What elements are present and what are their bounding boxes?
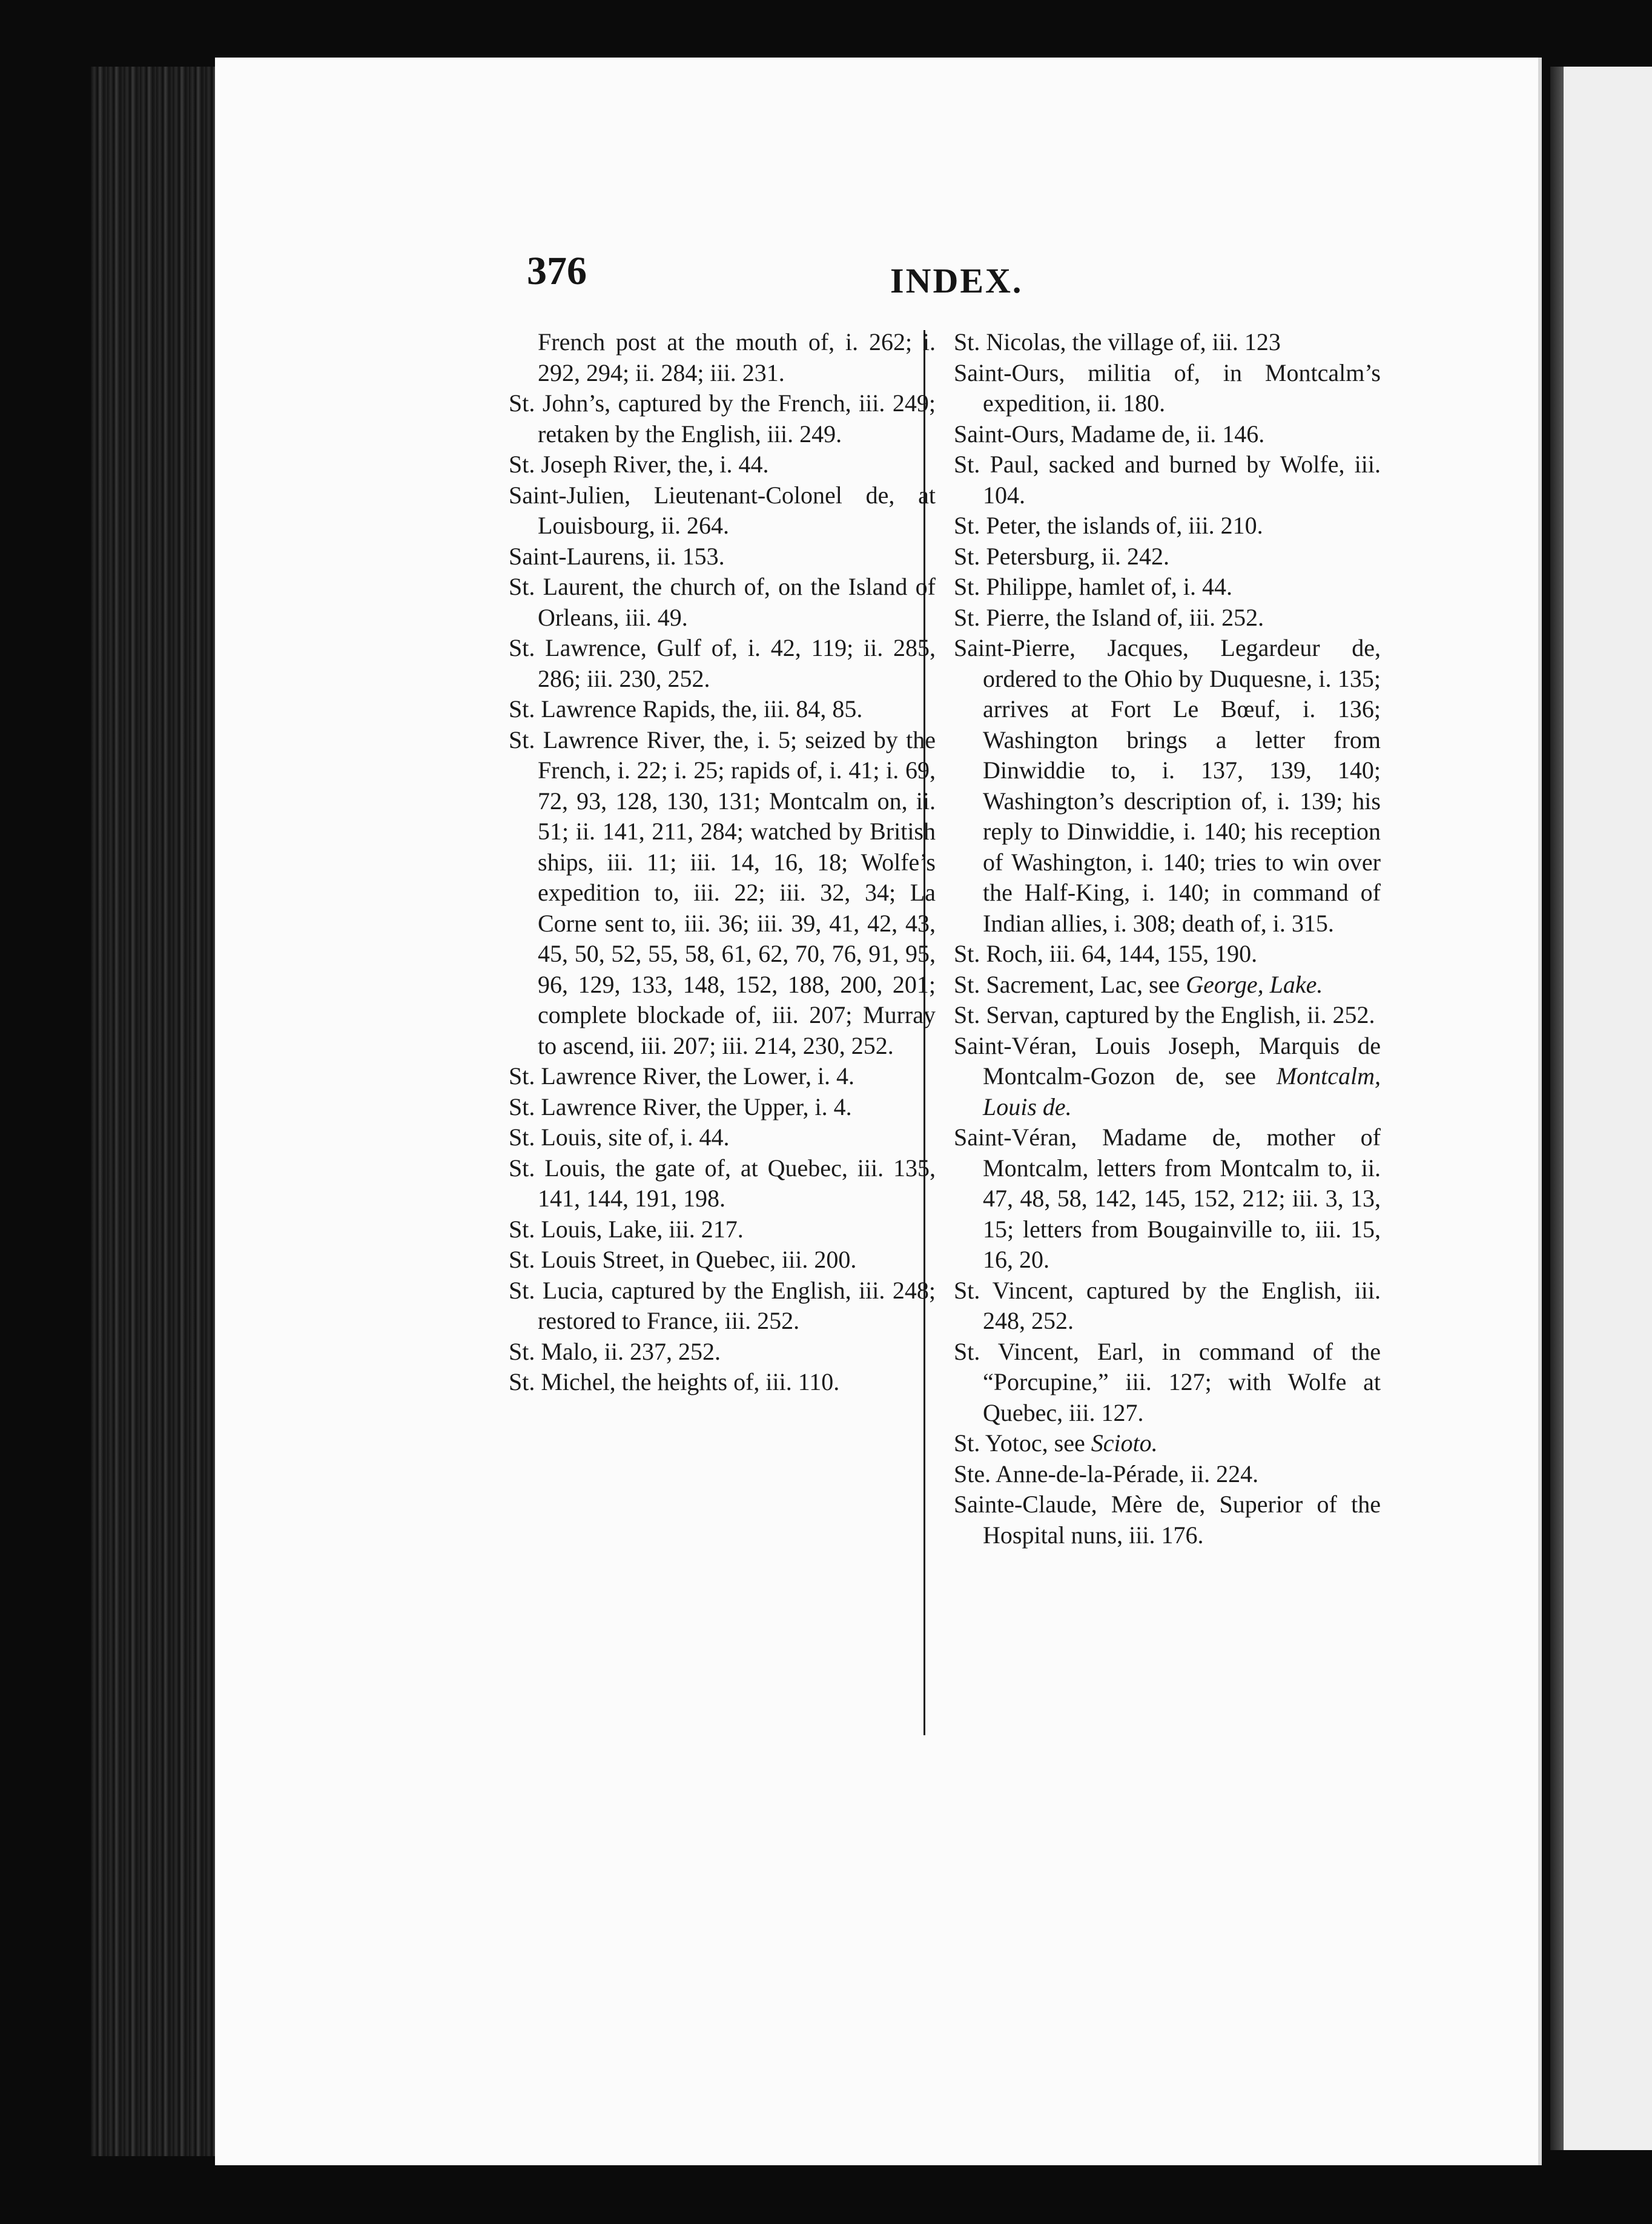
index-entry-text: Ste. Anne-de-la-Pérade, ii. 224.	[954, 1460, 1259, 1488]
facing-page-edge	[1550, 67, 1652, 2150]
index-entry-text: Saint-Laurens, ii. 153.	[509, 542, 725, 570]
index-entry	[509, 480, 936, 541]
index-cross-reference: Scioto.	[1091, 1429, 1158, 1457]
index-entry	[954, 1276, 1381, 1337]
index-entry-text: St. Malo, ii. 237, 252.	[509, 1337, 721, 1365]
index-entry	[509, 449, 936, 480]
page-gutter-shadow	[1550, 67, 1564, 2150]
index-entry-text: St. Sacrement, Lac, see	[954, 970, 1186, 998]
index-column-right	[954, 327, 1381, 1551]
index-entry-text: St. Louis, the gate of, at Quebec, iii. 135, 141, 144, 191, 198.	[509, 1154, 936, 1212]
index-entry	[509, 1061, 936, 1092]
index-entry	[954, 449, 1381, 511]
index-entry-text: St. John’s, captured by the French, iii. 249; retaken by the English, iii. 249.	[509, 389, 936, 448]
index-entry	[509, 388, 936, 449]
index-entry-text: Saint-Ours, militia of, in Montcalm’s expedition, ii. 180.	[954, 359, 1381, 417]
index-entry	[954, 970, 1381, 1001]
index-entry	[509, 1245, 936, 1276]
index-entry-text: St. Louis, Lake, iii. 217.	[509, 1215, 744, 1243]
index-entry-text: St. Petersburg, ii. 242.	[954, 542, 1169, 570]
index-entry-text: St. Nicolas, the village of, iii. 123	[954, 328, 1281, 356]
index-entry	[509, 1276, 936, 1337]
index-entry	[509, 725, 936, 1062]
index-entry-text: Saint-Véran, Louis Joseph, Marquis de Montcalm-Gozon de, see	[954, 1031, 1381, 1090]
index-entry	[954, 358, 1381, 419]
index-entry	[954, 572, 1381, 603]
index-entry	[954, 603, 1381, 634]
index-entry	[954, 541, 1381, 572]
index-entry	[954, 939, 1381, 970]
index-entry	[954, 633, 1381, 939]
index-entry	[509, 1092, 936, 1123]
running-head: INDEX.	[890, 261, 1023, 300]
index-entry-text: St. Louis Street, in Quebec, iii. 200.	[509, 1246, 857, 1273]
index-entry-text: St. Lawrence, Gulf of, i. 42, 119; ii. 285, 286; iii. 230, 252.	[509, 634, 936, 692]
index-entry-text: St. Pierre, the Island of, iii. 252.	[954, 603, 1264, 631]
index-entry-text: St. Laurent, the church of, on the Island of Orleans, iii. 49.	[509, 573, 936, 631]
index-entry-text: Saint-Pierre, Jacques, Legardeur de, ordered to the Ohio by Duquesne, i. 135; arrives at Fort Le Bœuf, i. 136; Washington brings a letter from Dinwiddie to, i. 137, 139, 140; Washington’s description of, i. 139; his reply to Dinwiddie, i. 140; his reception of Washington, i. 140; tries to win over the Half-King, i. 140; in command of Indian allies, i. 308; death of, i. 315.	[954, 634, 1381, 937]
index-entry	[509, 572, 936, 633]
index-entry-text: St. Yotoc, see	[954, 1429, 1091, 1457]
index-entry-text: St. Joseph River, the, i. 44.	[509, 451, 769, 478]
index-entry-text: Sainte-Claude, Mère de, Superior of the Hospital nuns, iii. 176.	[954, 1491, 1381, 1549]
index-entry-text: St. Servan, captured by the English, ii. 252.	[954, 1001, 1375, 1028]
index-entry	[954, 1031, 1381, 1123]
index-entry-text: St. Lawrence River, the Upper, i. 4.	[509, 1093, 852, 1120]
index-entry	[509, 541, 936, 572]
index-entry-text: St. Vincent, Earl, in command of the “Porcupine,” iii. 127; with Wolfe at Quebec, iii. 127.	[954, 1337, 1381, 1426]
index-entry	[954, 327, 1381, 358]
index-entry	[509, 1337, 936, 1368]
index-entry-text: St. Peter, the islands of, iii. 210.	[954, 512, 1263, 539]
index-entry-text: Saint-Véran, Madame de, mother of Montcalm, letters from Montcalm to, ii. 47, 48, 58, 142, 145, 152, 212; iii. 3, 13, 15; letters from Bougainville to, iii. 15, 16, 20.	[954, 1124, 1381, 1273]
index-entry	[509, 1214, 936, 1245]
index-entry-text: St. Michel, the heights of, iii. 110.	[509, 1368, 840, 1395]
index-entry-text: St. Lucia, captured by the English, iii. 248; restored to France, iii. 252.	[509, 1276, 936, 1334]
index-entry-text: St. Philippe, hamlet of, i. 44.	[954, 573, 1232, 600]
index-cross-reference: George, Lake.	[1186, 970, 1323, 998]
index-column-left	[509, 327, 936, 1398]
index-entry-text: St. Roch, iii. 64, 144, 155, 190.	[954, 940, 1258, 967]
index-entry	[954, 1489, 1381, 1551]
index-entry	[954, 419, 1381, 450]
page-number: 376	[527, 249, 587, 293]
index-entry	[509, 327, 936, 388]
index-entry	[954, 1000, 1381, 1031]
index-entry	[509, 1122, 936, 1153]
index-cross-reference: Montcalm, Louis de.	[983, 1062, 1381, 1120]
index-entry-text: St. Vincent, captured by the English, iii. 248, 252.	[954, 1276, 1381, 1334]
index-entry	[509, 1367, 936, 1398]
index-entry	[509, 694, 936, 725]
index-entry	[954, 1337, 1381, 1429]
index-entry-text: St. Lawrence River, the Lower, i. 4.	[509, 1062, 855, 1090]
index-entry-text: St. Lawrence Rapids, the, iii. 84, 85.	[509, 695, 863, 723]
index-entry-text: St. Lawrence River, the, i. 5; seized by the French, i. 22; i. 25; rapids of, i. 41; i. 69, 72, 93, 128, 130, 131; Montcalm on, ii. 51; ii. 141, 211, 284; watched by British ships, iii. 11; iii. 14, 16, 18; Wolfe’s expedition to, iii. 22; iii. 32, 34; La Corne sent to, iii. 36; iii. 39, 41, 42, 43, 45, 50, 52, 55, 58, 61, 62, 70, 76, 91, 95, 96, 129, 133, 148, 152, 188, 200, 201; complete blockade of, iii. 207; Murray to ascend, iii. 207; iii. 214, 230, 252.	[509, 726, 936, 1059]
index-entry	[954, 1122, 1381, 1276]
index-entry-text: Saint-Julien, Lieutenant-Colonel de, at Louisbourg, ii. 264.	[509, 481, 936, 539]
index-entry-text: French post at the mouth of, i. 262; i. 292, 294; ii. 284; iii. 231.	[538, 328, 936, 386]
index-entry-text: St. Louis, site of, i. 44.	[509, 1124, 730, 1151]
index-entry	[509, 1153, 936, 1214]
index-entry-text: Saint-Ours, Madame de, ii. 146.	[954, 420, 1265, 448]
index-entry	[954, 1428, 1381, 1459]
index-entry	[509, 633, 936, 694]
index-entry-text: St. Paul, sacked and burned by Wolfe, iii. 104.	[954, 451, 1381, 509]
index-entry	[954, 1459, 1381, 1490]
index-entry	[954, 511, 1381, 541]
